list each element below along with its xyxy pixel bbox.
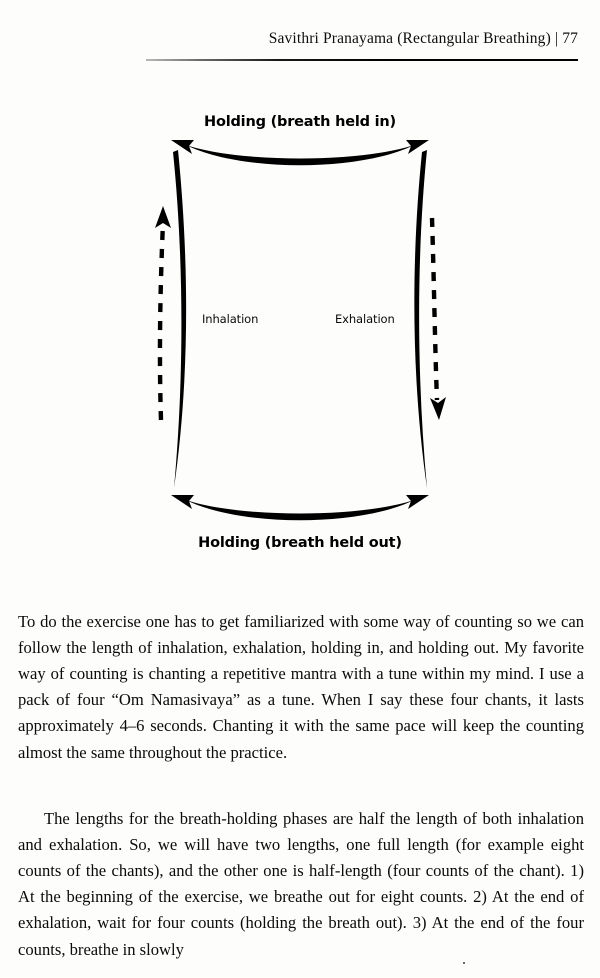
exhalation-side-stroke <box>414 150 427 488</box>
page-speck <box>463 962 465 964</box>
top-holding-arrow-icon <box>171 140 429 165</box>
running-head: Savithri Pranayama (Rectangular Breathing) | 77 <box>268 30 578 47</box>
bottom-holding-arrow-icon <box>171 495 429 520</box>
figure-label-holding-in: Holding (breath held in) <box>204 114 396 130</box>
header-rule <box>146 59 578 61</box>
body-paragraph-1: To do the exercise one has to get familiarized with some way of counting so we can follow the length of inhalation, exhalation, holding in, and holding out. My favorite way of counting is chanting a repetitive mantra with a tune within my mind. I use a pack of four “Om Namasivaya” as a tune. When I say these four chants, it lasts approximately 4–6 seconds. Chanting it with the same pace will keep the counting almost the same throughout the practice. <box>18 611 584 762</box>
figure-label-inhalation: Inhalation <box>202 312 259 326</box>
body-paragraph-2: The lengths for the breath-holding phases are half the length of both inhalation and exhalation. So, we will have two lengths, one full length (for example eight counts of the chants), and the other one is half-length (four counts of the chant). 1) At the beginning of the exercise, we breathe out for eight counts. 2) At the end of exhalation, wait for four counts (holding the breath out). 3) At the end of the four counts, breathe in slowly <box>18 808 584 959</box>
exhalation-direction-arrow-icon <box>430 218 446 420</box>
inhalation-direction-arrow-icon <box>155 206 171 420</box>
breathing-diagram <box>0 100 600 570</box>
figure-label-exhalation: Exhalation <box>335 312 395 326</box>
figure-label-holding-out: Holding (breath held out) <box>198 535 402 551</box>
inhalation-side-stroke <box>173 150 186 488</box>
breathing-diagram-svg <box>0 100 600 570</box>
